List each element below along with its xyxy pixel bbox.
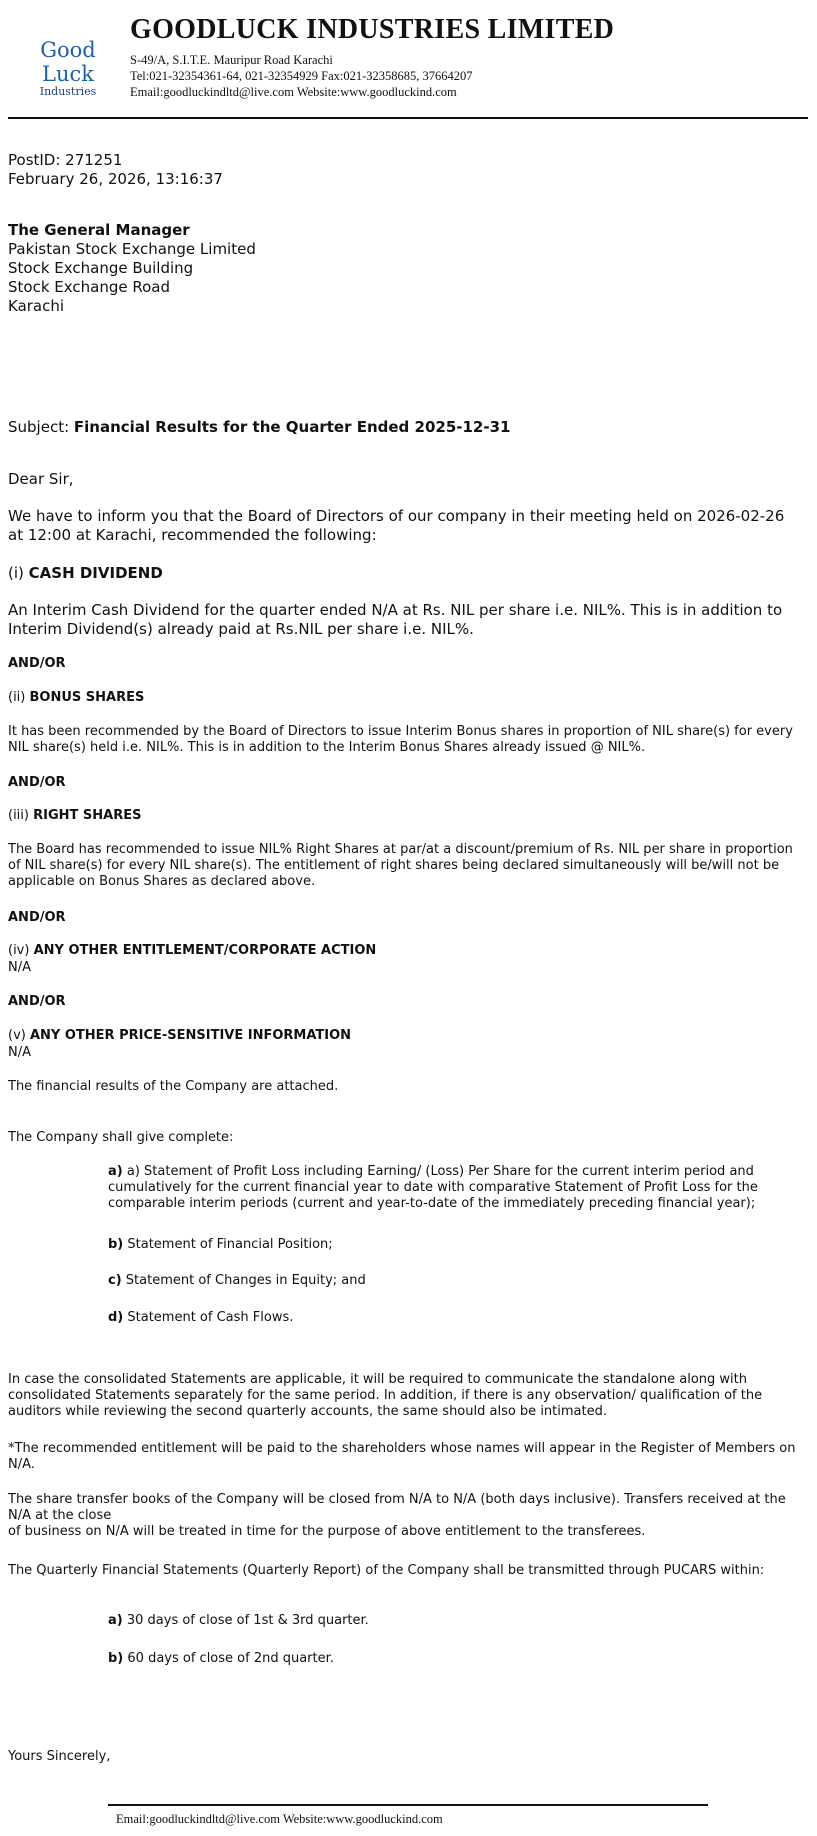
statement-item bbox=[108, 1164, 798, 1212]
and-or-separator: AND/OR bbox=[8, 656, 66, 671]
subject-line bbox=[8, 418, 800, 437]
addressee-line: Pakistan Stock Exchange Limited bbox=[8, 240, 256, 258]
complete-intro: The Company shall give complete: bbox=[8, 1130, 234, 1145]
other-entitlement-heading bbox=[8, 943, 800, 959]
section-title: BONUS SHARES bbox=[29, 690, 145, 705]
logo-sub-text: Industries bbox=[39, 85, 97, 98]
statement-mark: b) bbox=[108, 1237, 124, 1252]
section-number: (i) bbox=[8, 564, 24, 582]
deadline-item bbox=[108, 1651, 798, 1667]
and-or-separator: AND/OR bbox=[8, 775, 66, 790]
letterhead-divider bbox=[8, 117, 808, 119]
post-id: PostID: 271251 bbox=[8, 151, 123, 169]
deadline-item bbox=[108, 1613, 798, 1629]
post-meta bbox=[8, 151, 800, 189]
statement-item bbox=[108, 1273, 798, 1289]
statement-text: Statement of Changes in Equity; and bbox=[125, 1273, 366, 1288]
transfer-paragraph bbox=[8, 1492, 800, 1540]
transfer-line: The share transfer books of the Company will be closed from N/A to N/A (both days inclusive). Transfers received at the N/A at the close bbox=[8, 1492, 786, 1523]
right-shares-heading bbox=[8, 808, 800, 824]
attached-note: The financial results of the Company are attached. bbox=[8, 1079, 339, 1094]
statement-item bbox=[108, 1237, 798, 1253]
other-entitlement-text: N/A bbox=[8, 960, 31, 975]
deadline-text: 30 days of close of 1st & 3rd quarter. bbox=[126, 1613, 369, 1628]
entitlement-paragraph: *The recommended entitlement will be paid to the shareholders whose names will appear in the Register of Members on N/A. bbox=[8, 1441, 796, 1472]
statement-text: a) Statement of Profit Loss including Earning/ (Loss) Per Share for the current interim period and cumulatively for the current financial year to date with comparative Statement of Profit Loss for the comparable interim periods (current and year-to-date of the immediately preceding financial year); bbox=[108, 1164, 758, 1211]
statement-text: Statement of Financial Position; bbox=[127, 1237, 333, 1252]
section-number: (iv) bbox=[8, 943, 30, 958]
footer-divider bbox=[108, 1804, 708, 1806]
right-shares-text: The Board has recommended to issue NIL% Right Shares at par/at a discount/premium of Rs. NIL per share in proportion of NIL share(s) for every NIL share(s). The entitlement of right shares being declared simultaneously will be/will not be applicable on Bonus Shares as declared above. bbox=[8, 842, 793, 889]
addressee-line: Karachi bbox=[8, 297, 65, 315]
letterhead bbox=[8, 8, 808, 116]
consolidated-paragraph: In case the consolidated Statements are applicable, it will be required to communicate the standalone along with consolidated Statements separately for the same period. In addition, if there is any observation/ qualification of the auditors while reviewing the second quarterly accounts, the same should also be intimated. bbox=[8, 1372, 763, 1419]
statement-mark: d) bbox=[108, 1310, 124, 1325]
statement-mark: a) bbox=[108, 1164, 123, 1179]
addressee-block bbox=[8, 221, 800, 316]
statement-mark: c) bbox=[108, 1273, 122, 1288]
subject-label: Subject: bbox=[8, 418, 70, 436]
statement-text: Statement of Cash Flows. bbox=[127, 1310, 294, 1325]
and-or-separator: AND/OR bbox=[8, 994, 66, 1009]
footer-contact: Email:goodluckindltd@live.com Website:www.goodluckind.com bbox=[116, 1812, 443, 1826]
and-or-separator: AND/OR bbox=[8, 910, 66, 925]
company-address: S-49/A, S.I.T.E. Mauripur Road Karachi bbox=[130, 53, 333, 67]
logo-main-text: Good Luck bbox=[40, 38, 96, 86]
transfer-line: of business on N/A will be treated in time for the purpose of above entitlement to the transferees. bbox=[8, 1524, 646, 1539]
post-timestamp: February 26, 2026, 13:16:37 bbox=[8, 170, 223, 188]
cash-dividend-heading bbox=[8, 564, 800, 583]
section-title: CASH DIVIDEND bbox=[28, 564, 163, 582]
section-title: ANY OTHER PRICE-SENSITIVE INFORMATION bbox=[29, 1028, 352, 1043]
bonus-shares-heading bbox=[8, 690, 800, 706]
pucars-paragraph: The Quarterly Financial Statements (Quarterly Report) of the Company shall be transmitted through PUCARS within: bbox=[8, 1563, 765, 1578]
company-logo bbox=[12, 38, 124, 98]
section-title: ANY OTHER ENTITLEMENT/CORPORATE ACTION bbox=[33, 943, 377, 958]
deadline-text: 60 days of close of 2nd quarter. bbox=[127, 1651, 334, 1666]
cash-dividend-text: An Interim Cash Dividend for the quarter ended N/A at Rs. NIL per share i.e. NIL%. This is in addition to Interim Dividend(s) already paid at Rs.NIL per share i.e. NIL%. bbox=[8, 601, 783, 638]
company-phones: Tel:021-32354361-64, 021-32354929 Fax:021-32358685, 37664207 bbox=[130, 69, 473, 83]
deadline-mark: a) bbox=[108, 1613, 123, 1628]
company-contact: Email:goodluckindltd@live.com Website:www.goodluckind.com bbox=[130, 85, 457, 99]
section-number: (ii) bbox=[8, 690, 26, 705]
subject-text: Financial Results for the Quarter Ended 2025-12-31 bbox=[73, 418, 511, 436]
price-sensitive-heading bbox=[8, 1028, 800, 1044]
section-number: (iii) bbox=[8, 808, 29, 823]
addressee-title: The General Manager bbox=[8, 221, 190, 239]
deadline-mark: b) bbox=[108, 1651, 124, 1666]
addressee-line: Stock Exchange Building bbox=[8, 259, 194, 277]
addressee-line: Stock Exchange Road bbox=[8, 278, 170, 296]
company-block bbox=[130, 14, 614, 100]
intro-paragraph: We have to inform you that the Board of Directors of our company in their meeting held on 2026-02-26 at 12:00 at Karachi, recommended the following: bbox=[8, 507, 785, 544]
salutation: Dear Sir, bbox=[8, 470, 74, 488]
bonus-shares-text: It has been recommended by the Board of Directors to issue Interim Bonus shares in proportion of NIL share(s) for every NIL share(s) held i.e. NIL%. This is in addition to the Interim Bonus Shares already issued @ NIL%. bbox=[8, 724, 793, 755]
section-title: RIGHT SHARES bbox=[33, 808, 142, 823]
price-sensitive-text: N/A bbox=[8, 1045, 31, 1060]
section-number: (v) bbox=[8, 1028, 26, 1043]
closing: Yours Sincerely, bbox=[8, 1749, 111, 1764]
company-name: GOODLUCK INDUSTRIES LIMITED bbox=[130, 14, 615, 45]
statement-item bbox=[108, 1310, 798, 1326]
